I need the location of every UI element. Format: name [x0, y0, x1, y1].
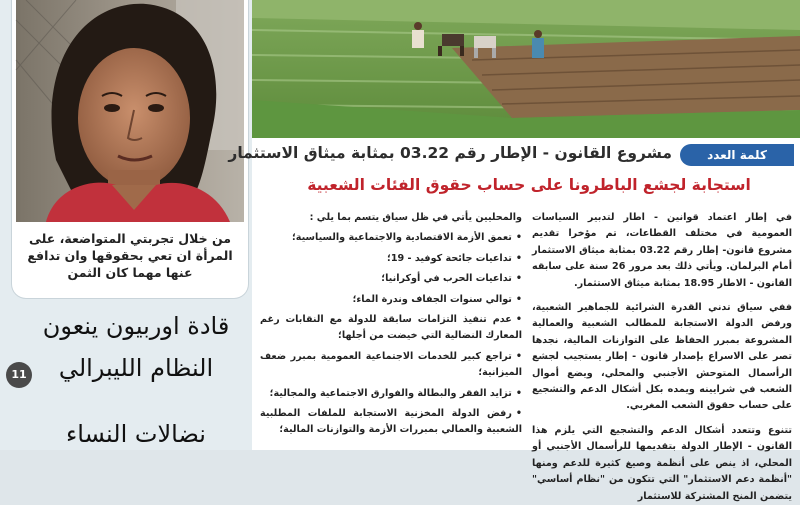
context-bullet: • تزايد الفقر والبطالة والفوارق الاجتماعية والمجالية؛: [260, 386, 522, 402]
woman-portrait-photo: [16, 0, 244, 222]
section-label[interactable]: كلمة العدد: [680, 144, 794, 166]
article-title-line-2: استجابة لجشع الباطرونا على حساب حقوق الفئات الشعبية: [307, 176, 751, 194]
context-bullet: • تراجع كبير للخدمات الاجتماعية العمومية بمبرر ضعف الميزانية؛: [260, 349, 522, 382]
paragraph: تتنوع وتتعدد أشكال الدعم والتشجيع التي يلزم هذا القانون - الإطار الدولة بتقديمها للرأسمال الأجنبي أو المحلي، اذ ينص على أنظمة وصيغ كثيرة للدعم ومنها "أنظمة دعم الاستثمار" التي تتكون من "نظام أساسي" يتضمن المنح المشتركة للاستثمار: [532, 424, 792, 502]
paragraph: ففي سياق تدني القدرة الشرائية للجماهير الشعبية، ورفض الدولة الاستجابة للمطالب الشعبية والعمالية المشروعة بمبرر الحفاظ على التوازنات المالية، نجدها تصر على الاسراع بإصدار قانون - إطار يستجيب لجشع الرأسمال المتوحش الأجنبي والمحلي، ويضع أموال الشعب في شرايينه ويمده بكل أشكال الدعم والتشجيع على حساب حقوق الشعب المغربي.: [532, 302, 792, 412]
context-bullet: • تداعيات جائحة كوفيد - 19؛: [260, 251, 522, 267]
article-column-right: [532, 210, 793, 502]
portrait-card: [12, 0, 248, 298]
context-bullet: • توالي سنوات الجفاف وندرة الماء؛: [260, 292, 522, 308]
paragraph: في إطار اعتماد قوانين - اطار لتدبير السياسات العمومية في مختلف القطاعات، تم مؤخرا تقديم مشروع قانون- إطار رقم 03.22 بمثابة ميثاق الاستثمار أمام البرلمان. ويأتي ذلك بعد مرور 26 سنة على سابقه القانون - الاطار 18.95 بمثابة ميثاق الاستثمار.: [532, 212, 793, 289]
portrait-quote: من خلال تجربتي المتواضعة، على المرأة ان تعي بحقوقها وان تدافع عنها مهما كان الثمن: [27, 231, 233, 280]
context-intro: والمحليين يأتي في ظل سياق يتسم بما يلي :: [309, 212, 522, 223]
left-column: [0, 0, 252, 450]
context-bullet: • تعمق الأزمة الاقتصادية والاجتماعية والسياسية؛: [260, 230, 522, 246]
context-bullet: • تداعيات الحرب في أوكرانيا؛: [260, 271, 522, 287]
headline-women-struggles[interactable]: نضالات النساء: [66, 420, 206, 448]
page-number-badge: 11: [6, 362, 32, 388]
context-bullet: • عدم تنفيذ التزامات سابقة للدولة مع النقابات رغم المعارك النضالية التي خيضت من أجلها؛: [260, 312, 522, 345]
article-title-line-1: مشروع القانون - الإطار رقم 03.22 بمثابة ميثاق الاستثمار: [228, 144, 672, 162]
context-bullet: • رفض الدولة المخزنية الاستجابة للملفات المطلبية الشعبية والعمالي بمبررات الأزمة والتوازنات المالية؛: [260, 406, 522, 439]
headline-european-leaders[interactable]: قادة اوربيون ينعون: [42, 312, 230, 340]
headline-liberal-order[interactable]: النظام الليبرالي: [58, 354, 214, 382]
farm-field-photo: [252, 0, 800, 138]
editorial-article: [228, 138, 800, 502]
article-column-left: [260, 210, 522, 450]
